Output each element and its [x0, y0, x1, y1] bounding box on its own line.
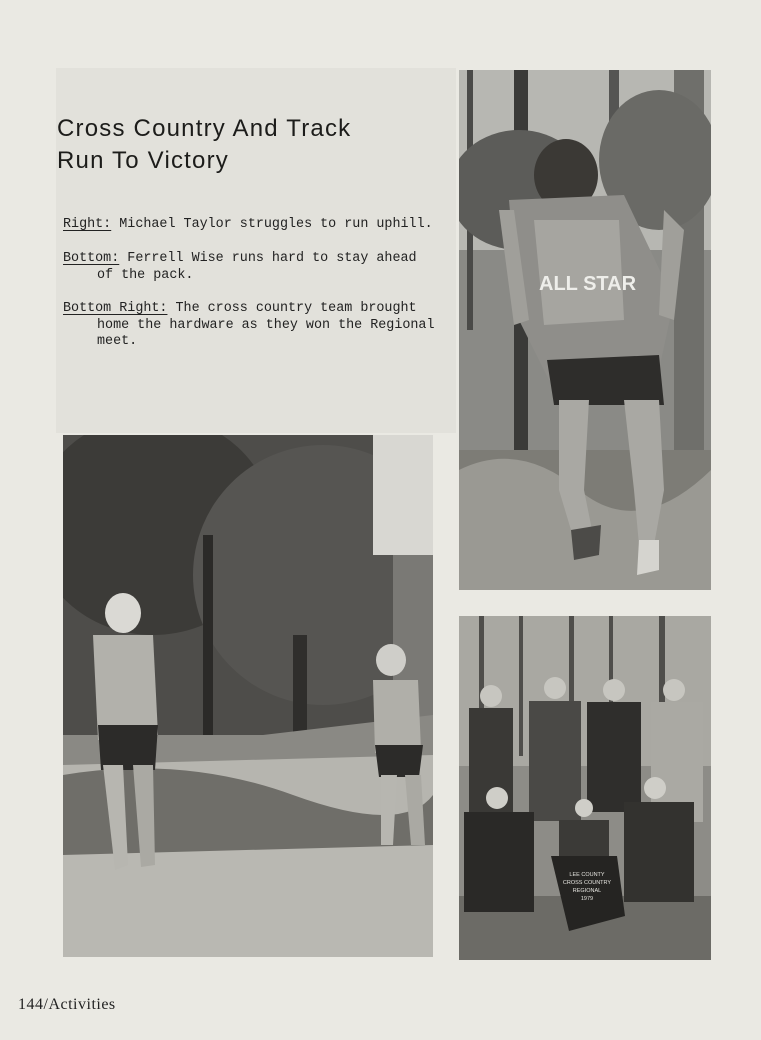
caption-bottom: [63, 251, 458, 284]
photo-runners-field-image: [63, 435, 433, 957]
page-footer: 144/Activities: [18, 996, 116, 1013]
photo-runner-uphill: [459, 70, 711, 590]
banner-line-4: 1979: [580, 896, 594, 902]
caption-right: [63, 217, 458, 234]
caption-text: Michael Taylor struggles to run uphill.: [111, 217, 433, 232]
title-line-1: Cross Country And Track: [57, 115, 352, 142]
photo-runners-field: [63, 435, 433, 957]
caption-bottom-right: [63, 301, 458, 351]
caption-continuation: home the hardware as they won the Regional meet.: [97, 317, 435, 349]
banner-line-2: CROSS COUNTRY: [562, 880, 612, 886]
photo-runner-uphill-image: [459, 70, 711, 590]
caption-label: Right:: [63, 217, 112, 232]
caption-continuation: of the pack.: [97, 267, 194, 283]
caption-text: Ferrell Wise runs hard to stay ahead: [119, 251, 417, 266]
photo-team-group: [459, 616, 711, 960]
caption-label: Bottom:: [63, 251, 120, 266]
banner-line-3: REGIONAL: [572, 888, 602, 894]
shirt-text: ALL STAR: [539, 273, 637, 295]
banner-line-1: LEE COUNTY: [569, 872, 605, 878]
caption-text: The cross country team brought: [167, 301, 417, 316]
page-title: [57, 113, 447, 177]
caption-label: Bottom Right:: [63, 301, 168, 316]
photo-team-group-image: [459, 616, 711, 960]
title-line-2: Run To Victory: [57, 147, 229, 174]
